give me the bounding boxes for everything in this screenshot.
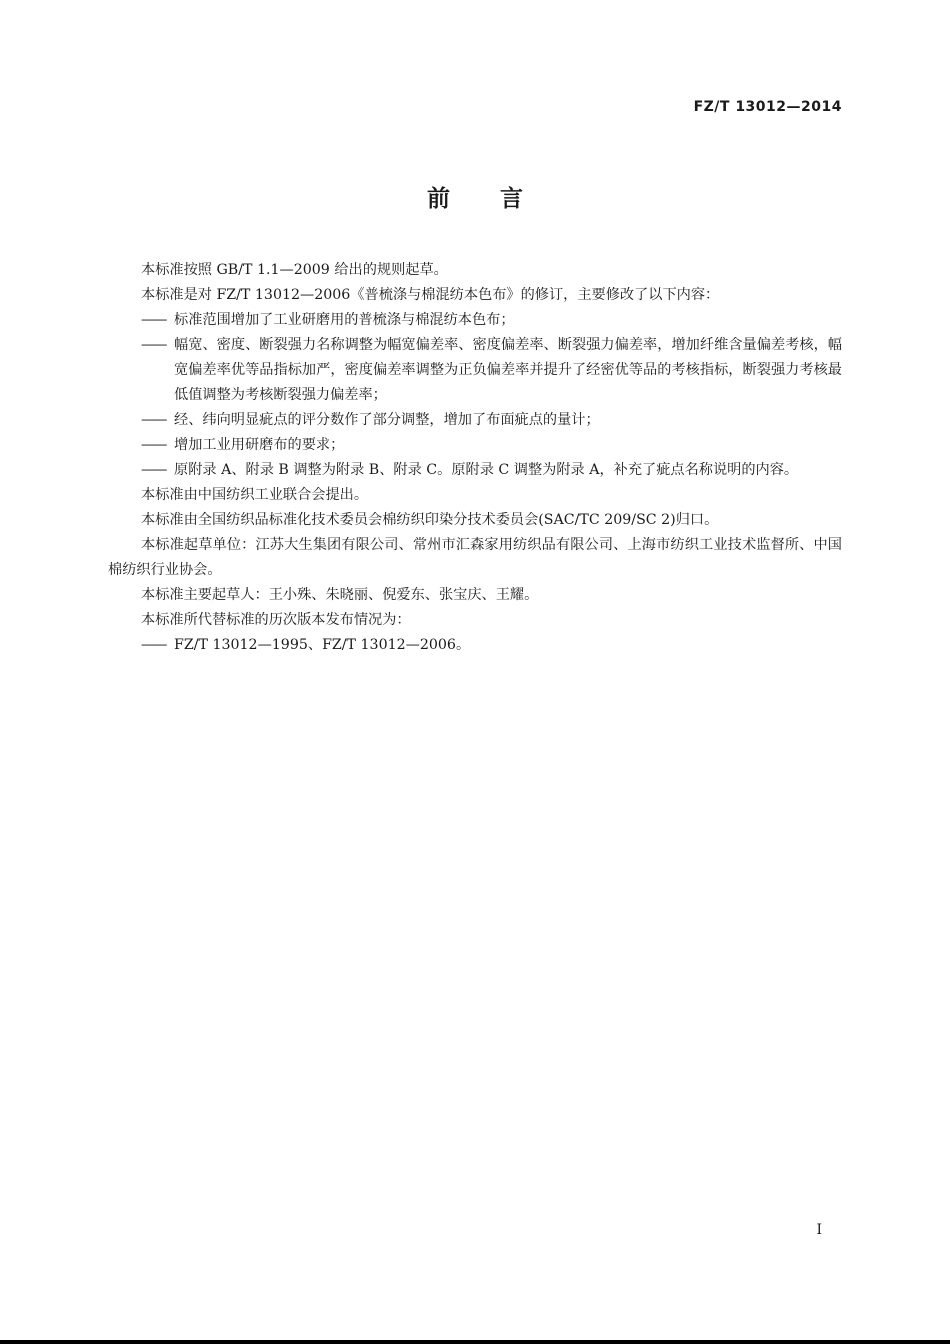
paragraph-drafters: 本标准主要起草人：王小殊、朱晓丽、倪爱东、张宝庆、王耀。 <box>141 587 539 603</box>
paragraph-proposer: 本标准由中国纺织工业联合会提出。 <box>141 487 369 503</box>
change-text: 幅宽、密度、断裂强力名称调整为幅宽偏差率、密度偏差率、断裂强力偏差率，增加纤维含量偏差考核，幅宽偏差率优等品指标加严，密度偏差率调整为正负偏差率并提升了经密优等品的考核指标，断裂强力考核最低值调整为考核断裂强力偏差率； <box>174 337 842 403</box>
change-text: 标准范围增加了工业研磨用的普梳涤与棉混纺本色布； <box>174 312 515 328</box>
change-item <box>108 433 842 458</box>
change-item <box>108 308 842 333</box>
page-title: 前言 <box>427 186 573 212</box>
change-item <box>108 408 842 433</box>
dash-mark: —— <box>141 412 166 428</box>
paragraph-committee: 本标准由全国纺织品标准化技术委员会棉纺织印染分技术委员会(SAC/TC 209/SC 2)归口。 <box>141 512 719 528</box>
paragraph-drafting-units: 本标准起草单位：江苏大生集团有限公司、常州市汇森家用纺织品有限公司、上海市纺织工业技术监督所、中国棉纺织行业协会。 <box>108 537 842 578</box>
change-item <box>108 333 842 408</box>
dash-mark: —— <box>141 312 166 328</box>
history-text: FZ/T 13012—1995、FZ/T 13012—2006。 <box>174 637 471 653</box>
change-item <box>108 458 842 483</box>
bottom-rule <box>0 1340 950 1344</box>
page-number: I <box>816 1222 822 1238</box>
dash-mark: —— <box>141 637 166 653</box>
dash-mark: —— <box>141 462 166 478</box>
paragraph-history-intro: 本标准所代替标准的历次版本发布情况为： <box>141 612 411 628</box>
change-text: 增加工业用研磨布的要求； <box>174 437 345 453</box>
foreword-body <box>108 258 842 658</box>
change-text: 经、纬向明显疵点的评分数作了部分调整，增加了布面疵点的量计； <box>174 412 600 428</box>
standard-code: FZ/T 13012—2014 <box>693 99 842 115</box>
dash-mark: —— <box>141 337 166 353</box>
paragraph-drafting-rules: 本标准按照 GB/T 1.1—2009 给出的规则起草。 <box>141 262 448 278</box>
history-item <box>108 633 842 658</box>
change-text: 原附录 A、附录 B 调整为附录 B、附录 C。原附录 C 调整为附录 A，补充了疵点名称说明的内容。 <box>174 462 799 478</box>
paragraph-revision-intro: 本标准是对 FZ/T 13012—2006《普梳涤与棉混纺本色布》的修订，主要修改了以下内容： <box>141 287 720 303</box>
dash-mark: —— <box>141 437 166 453</box>
